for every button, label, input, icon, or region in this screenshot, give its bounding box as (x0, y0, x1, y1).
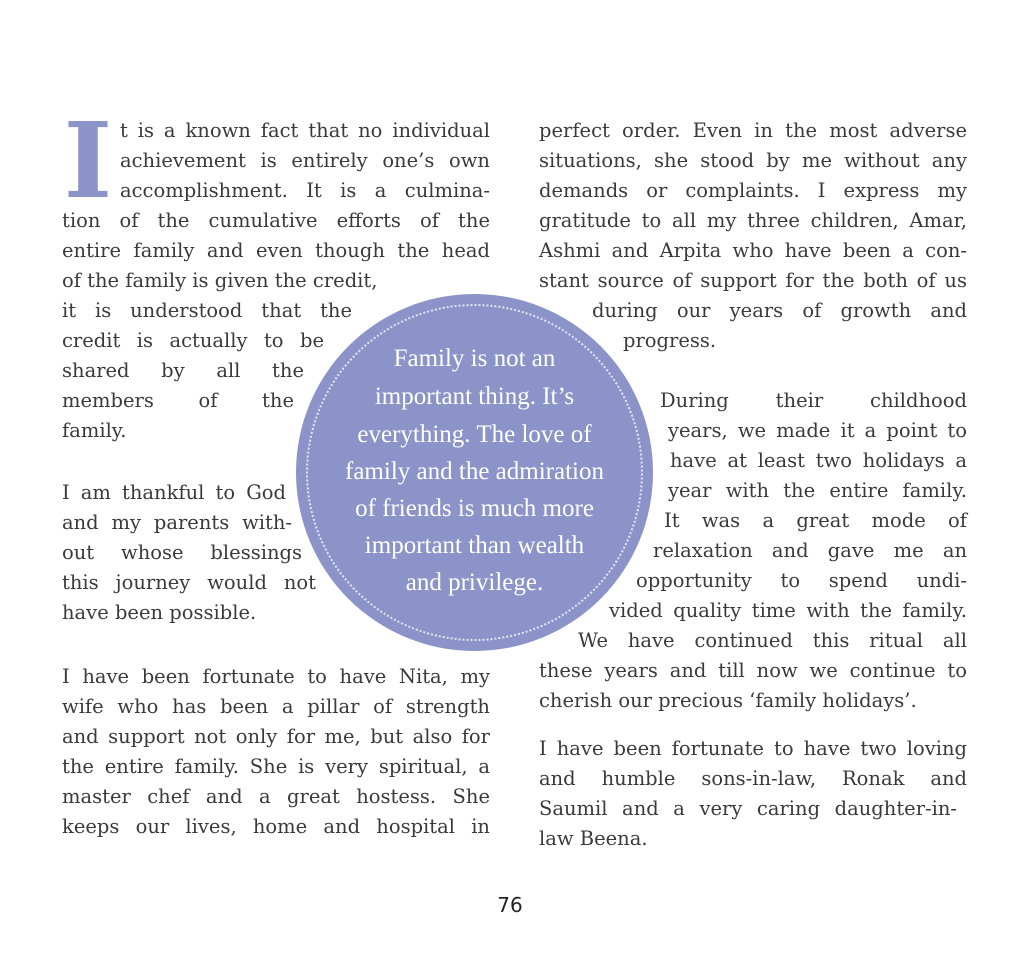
paragraph-line: law Beena. (539, 827, 648, 850)
paragraph-line: I am thankful to God (62, 481, 286, 504)
paragraph-line: during our years of growth and (592, 299, 967, 322)
pull-quote-line: important than wealth (364, 532, 585, 559)
pull-quote-line: important thing. It’s (374, 383, 575, 410)
paragraph-line: have been possible. (62, 601, 257, 624)
paragraph-line: relaxation and gave me an (653, 539, 967, 562)
paragraph-line: out whose blessings (62, 541, 302, 564)
drop-cap: I (63, 118, 113, 204)
paragraph-line: During their childhood (660, 389, 967, 412)
paragraph-line: Saumil and a very caring daughter-in- (539, 797, 957, 820)
page-number: 76 (497, 893, 523, 917)
pull-quote-line: everything. The love of (357, 421, 592, 448)
paragraph-line: t is a known fact that no individual (120, 119, 490, 142)
paragraph-line: and humble sons-in-law, Ronak and (539, 767, 967, 790)
paragraph-line: shared by all the (62, 359, 304, 382)
paragraph-line: year with the entire family. (668, 479, 967, 502)
paragraph-line: members of the (62, 389, 294, 412)
paragraph-line: of the family is given the credit, (62, 269, 378, 292)
paragraph-line: vided quality time with the family. (609, 599, 967, 622)
paragraph-line: it is understood that the (62, 299, 352, 322)
paragraph-line: cherish our precious ‘family holidays’. (539, 689, 917, 712)
paragraph-line: accomplishment. It is a culmina- (120, 179, 490, 202)
paragraph-line: master chef and a great hostess. She (62, 785, 490, 808)
paragraph-line: have at least two holidays a (670, 449, 967, 472)
paragraph-line: this journey would not (62, 571, 316, 594)
paragraph-line: progress. (623, 329, 717, 352)
pull-quote-line: Family is not an (393, 345, 556, 372)
paragraph-line: family. (62, 419, 127, 442)
pull-quote-line: and privilege. (405, 569, 544, 596)
paragraph-line: demands or complaints. I express my (539, 179, 967, 202)
paragraph-line: credit is actually to be (62, 329, 324, 352)
paragraph-line: I have been fortunate to have Nita, my (62, 665, 490, 688)
paragraph-line: and my parents with- (62, 511, 292, 534)
paragraph-line: I have been fortunate to have two loving (539, 737, 967, 760)
paragraph-line: keeps our lives, home and hospital in (62, 815, 490, 838)
paragraph-line: and support not only for me, but also for (62, 725, 490, 748)
paragraph-line: the entire family. She is very spiritual, a (62, 755, 490, 778)
paragraph-line: situations, she stood by me without any (539, 149, 967, 172)
paragraph-line: We have continued this ritual all (578, 629, 967, 652)
pull-quote-line: of friends is much more (355, 495, 594, 522)
pull-quote-line: family and the admiration (345, 458, 604, 485)
paragraph-line: Ashmi and Arpita who have been a con- (539, 239, 967, 262)
paragraph-line: these years and till now we continue to (539, 659, 967, 682)
paragraph-line: opportunity to spend undi- (636, 569, 967, 592)
paragraph-line: gratitude to all my three children, Amar, (539, 209, 967, 232)
paragraph-line: It was a great mode of (664, 509, 967, 532)
paragraph-line: perfect order. Even in the most adverse (539, 119, 967, 142)
paragraph-line: tion of the cumulative efforts of the (62, 209, 490, 232)
paragraph-line: years, we made it a point to (668, 419, 967, 442)
paragraph-line: achievement is entirely one’s own (120, 149, 490, 172)
paragraph-line: wife who has been a pillar of strength (62, 695, 490, 718)
paragraph-line: stant source of support for the both of us (539, 269, 967, 292)
paragraph-line: entire family and even though the head (62, 239, 490, 262)
